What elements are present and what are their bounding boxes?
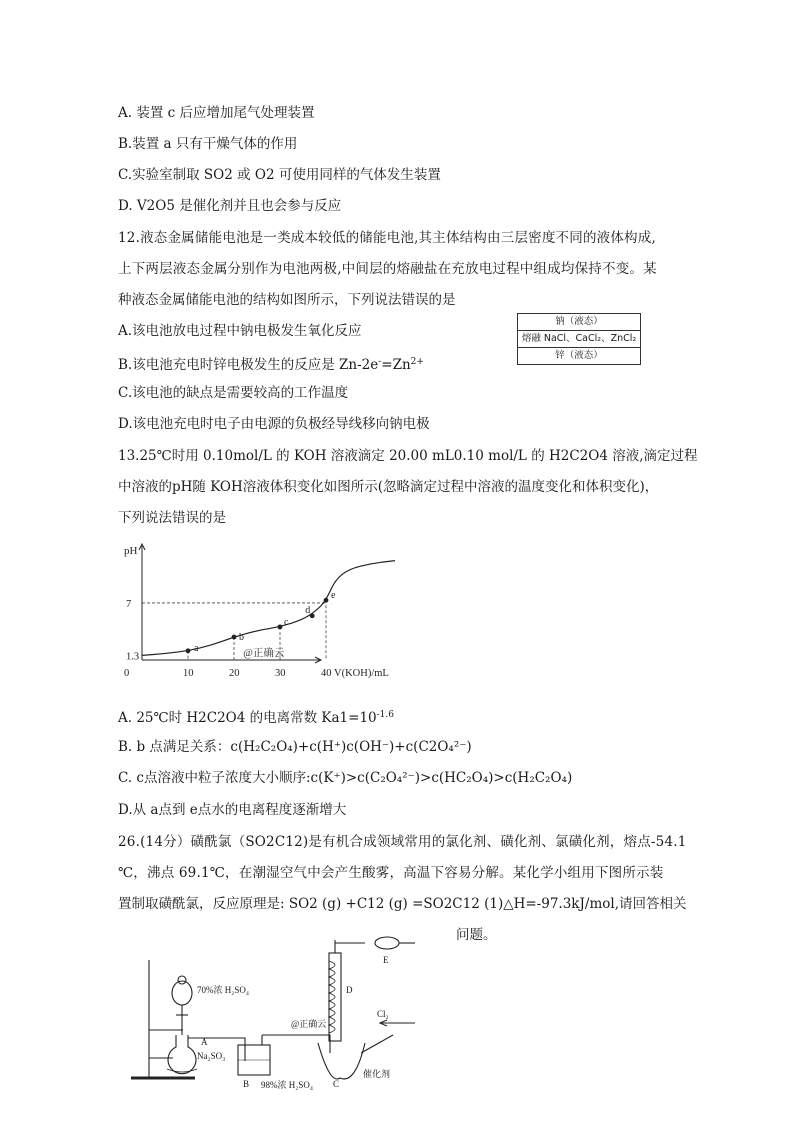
label-e: E (383, 955, 389, 965)
q13-option-c: C. c点溶液中粒子浓度大小顺序:c(K⁺)>c(C₂O₄²⁻)>c(HC₂O₄)>c(H₂C₂O₄) (118, 770, 573, 786)
q13-stem-3: 下列说法错误的是 (118, 510, 226, 526)
label-a: A (201, 1037, 208, 1047)
q13-stem-2: 中溶液的pH随 KOH溶液体积变化如图所示(忽略滴定过程中溶液的温度变化和体积变化)， (118, 479, 659, 495)
battery-diagram (517, 313, 641, 365)
q13-stem-1: 13.25℃时用 0.10mol/L 的 KOH 溶液滴定 20.00 mL0.10 mol/L 的 H2C2O4 溶液,滴定过程 (118, 448, 698, 464)
label-acid: 70%浓 H₂SO₄ (197, 985, 250, 995)
q12-option-d: D.该电池充电时电子由电源的负极经导线移向钠电极 (118, 416, 430, 432)
q13-option-a: A. 25℃时 H2C2O4 的电离常数 $Ka1=10^{-1.6}$ (118, 710, 394, 726)
battery-layer-molten-salt: 熔融 NaCl、CaCl₂、ZnCl₂ (518, 330, 640, 347)
chart-watermark: @正确云 (243, 648, 285, 659)
q11-option-a: A. 装置 c 后应增加尾气处理装置 (118, 105, 315, 121)
q12-option-b: B.该电池充电时锌电极发生的反应是 $Zn-2e^-=Zn^{2+}$ (118, 357, 424, 373)
q26-stem-3: 置制取磺酰氯，反应原理是: SO2 (g) +C12 (g) =SO2C12 (1)△H=-97.3kJ/mol,请回答相关 (118, 896, 687, 912)
point-a (186, 648, 191, 653)
x-tick-label: 40 (321, 668, 332, 679)
apparatus-diagram (125, 935, 545, 1090)
point-label-a: a (194, 642, 199, 654)
q12-option-c: C.该电池的缺点是需要较高的工作温度 (118, 385, 349, 401)
label-na2so3: Na₂SO₃ (197, 1051, 226, 1061)
label-c: C (333, 1079, 340, 1089)
cl2-inlet (380, 1020, 415, 1026)
q26-stem-1: 26.(14分）磺酰氯（SO2C12)是有机合成领域常用的氯化剂、磺化剂、氯磺化剂，熔点-54.1 (118, 834, 687, 850)
x-tick-label: 20 (229, 668, 240, 679)
q11-option-d: D. V2O5 是催化剂并且也会参与反应 (118, 198, 342, 214)
point-c (278, 624, 283, 629)
point-e (324, 598, 329, 603)
chart-guides (142, 600, 326, 660)
titration-curve (142, 561, 395, 656)
point-label-b: b (239, 632, 244, 643)
q26-stem-2: ℃，沸点 69.1℃，在潮湿空气中会产生酸雾，高温下容易分解。某化学小组用下图所示装 (118, 865, 664, 881)
y-tick-label: 7 (126, 598, 132, 610)
battery-layer-sodium: 钠（液态） (555, 316, 603, 327)
label-catalyst: 催化剂 (363, 1069, 391, 1079)
point-label-c: c (284, 616, 289, 628)
titration-chart (118, 538, 389, 688)
x-tick-label: 10 (183, 668, 194, 679)
q12-stem-2: 上下两层液态金属分别作为电池两极,中间层的熔融盐在充放电过程中组成均保持不变。某 (118, 261, 657, 277)
chart-labels (124, 545, 389, 679)
point-label-d: d (305, 604, 311, 616)
x-tick-label: 0 (124, 668, 130, 679)
q13-option-d: D.从 a点到 e点水的电离程度逐渐增大 (118, 802, 347, 818)
separatory-funnel (172, 976, 192, 1035)
label-b-acid: 98%浓 H₂SO₄ (261, 1080, 314, 1090)
chart-axes (139, 544, 321, 663)
y-tick-label: 1.3 (126, 651, 140, 663)
x-tick-label: 30 (275, 668, 286, 679)
label-cl2: Cl₂ (377, 1009, 389, 1019)
point-b (232, 635, 237, 640)
y-axis-label: pH (124, 545, 138, 557)
point-d (310, 613, 315, 618)
label-b: B (243, 1079, 250, 1089)
bottle-b (238, 1035, 330, 1075)
flask-a (167, 1035, 197, 1074)
battery-layer-zinc: 锌（液态） (518, 347, 640, 364)
point-label-e: e (331, 590, 336, 602)
q13-option-b: B. b 点满足关系：c(H₂C₂O₄)+c(H⁺)c(OH⁻)+c(C2O₄²⁻) (118, 739, 472, 755)
q11-option-c: C.实验室制取 SO2 或 O2 可使用同样的气体发生装置 (118, 167, 441, 183)
apparatus-watermark: @正确云 (291, 1019, 327, 1029)
label-d: D (346, 985, 353, 995)
q12-stem-3: 种液态金属储能电池的结构如图所示，下列说法错误的是 (118, 292, 456, 308)
drying-tube-e (375, 937, 415, 949)
q12-stem-1: 12.液态金属储能电池是一类成本较低的储能电池,其主体结构由三层密度不同的液体构成, (118, 230, 656, 246)
q11-option-b: B.装置 a 只有干燥气体的作用 (118, 136, 298, 152)
x-axis-label: V(KOH)/mL (334, 668, 389, 679)
q12-option-a: A.该电池放电过程中钠电极发生氧化反应 (118, 323, 362, 339)
q26-stem-4: 问题。 (456, 927, 497, 943)
chart-curve (142, 561, 395, 656)
